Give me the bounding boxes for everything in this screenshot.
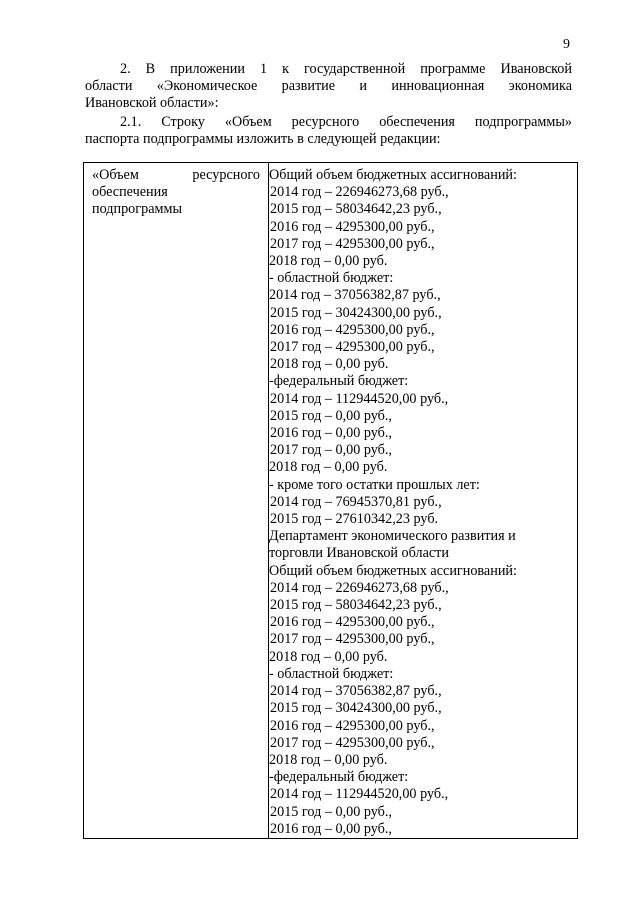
table-right-line: 2016 год – 4295300,00 руб.,: [268, 718, 568, 735]
table-right-line: 2015 год – 30424300,00 руб.,: [268, 305, 568, 322]
table-right-line: 2018 год – 0,00 руб.: [269, 751, 388, 768]
table-right-line: 2014 год – 37056382,87 руб.,: [269, 287, 441, 304]
resource-table: [83, 162, 578, 839]
table-left-cell: [92, 167, 260, 219]
table-right-line: 2015 год – 58034642,23 руб.,: [268, 597, 568, 614]
table-right-line: 2016 год – 4295300,00 руб.,: [268, 614, 568, 631]
table-right-line: 2018 год – 0,00 руб.: [269, 253, 388, 270]
table-right-line: торговли Ивановской области: [269, 545, 449, 562]
table-right-line: 2018 год – 0,00 руб.: [268, 356, 568, 373]
table-right-line: 2014 год – 76945370,81 руб.,: [268, 494, 568, 511]
left-cell-line: подпрограммы: [92, 201, 182, 218]
table-right-line: -федеральный бюджет:: [269, 373, 409, 390]
table-right-line: 2016 год – 4295300,00 руб.,: [268, 322, 568, 339]
left-cell-line: «Объем ресурсного: [92, 167, 260, 183]
paragraph-1-line-1: 2. В приложении 1 к государственной программе Ивановской: [120, 61, 572, 77]
table-right-line: 2015 год – 30424300,00 руб.,: [268, 700, 568, 717]
table-right-line: 2017 год – 4295300,00 руб.,: [268, 735, 568, 752]
table-right-line: 2014 год – 37056382,87 руб.,: [268, 683, 568, 700]
page-number: 9: [563, 37, 570, 52]
paragraph-2-line-2: паспорта подпрограммы изложить в следующей редакции:: [85, 131, 441, 147]
table-right-line: 2014 год – 112944520,00 руб.,: [268, 786, 568, 803]
table-right-line: 2015 год – 58034642,23 руб.,: [268, 201, 568, 218]
table-right-line: 2015 год – 27610342,23 руб.: [268, 511, 568, 528]
table-right-line: 2016 год – 4295300,00 руб.,: [268, 219, 568, 236]
table-right-line: Общий объем бюджетных ассигнований:: [269, 562, 517, 579]
table-right-line: 2015 год – 0,00 руб.,: [268, 804, 568, 821]
table-right-line: Общий объем бюджетных ассигнований:: [269, 167, 517, 183]
table-right-line: - областной бюджет:: [269, 665, 394, 682]
table-right-line: 2015 год – 0,00 руб.,: [268, 408, 568, 425]
table-right-line: 2017 год – 4295300,00 руб.,: [268, 339, 568, 356]
table-right-line: - кроме того остатки прошлых лет:: [269, 476, 480, 493]
table-right-line: 2014 год – 226946273,68 руб.,: [268, 184, 568, 201]
table-right-line: 2017 год – 0,00 руб.,: [268, 442, 568, 459]
table-right-line: 2017 год – 4295300,00 руб.,: [268, 631, 568, 648]
table-right-line: 2014 год – 112944520,00 руб.,: [268, 391, 568, 408]
table-right-line: 2016 год – 0,00 руб.,: [268, 425, 568, 442]
table-right-line: Департамент экономического развития и: [269, 528, 516, 545]
table-right-line: - областной бюджет:: [269, 270, 394, 287]
paragraph-1-line-3: Ивановской области»:: [85, 95, 219, 111]
table-right-line: 2017 год – 4295300,00 руб.,: [268, 236, 568, 253]
table-right-line: 2018 год – 0,00 руб.: [269, 459, 388, 476]
table-right-line: 2016 год – 0,00 руб.,: [268, 821, 568, 838]
left-cell-line: обеспечения: [92, 184, 168, 201]
paragraph-1-line-2: области «Экономическое развитие и инновационная экономика: [85, 78, 572, 94]
table-right-cell: [268, 167, 568, 838]
table-right-line: 2014 год – 226946273,68 руб.,: [268, 580, 568, 597]
table-right-line: 2018 год – 0,00 руб.: [269, 648, 388, 665]
table-right-line: -федеральный бюджет:: [269, 769, 409, 786]
paragraph-2-line-1: 2.1. Строку «Объем ресурсного обеспечения подпрограммы»: [120, 114, 572, 130]
